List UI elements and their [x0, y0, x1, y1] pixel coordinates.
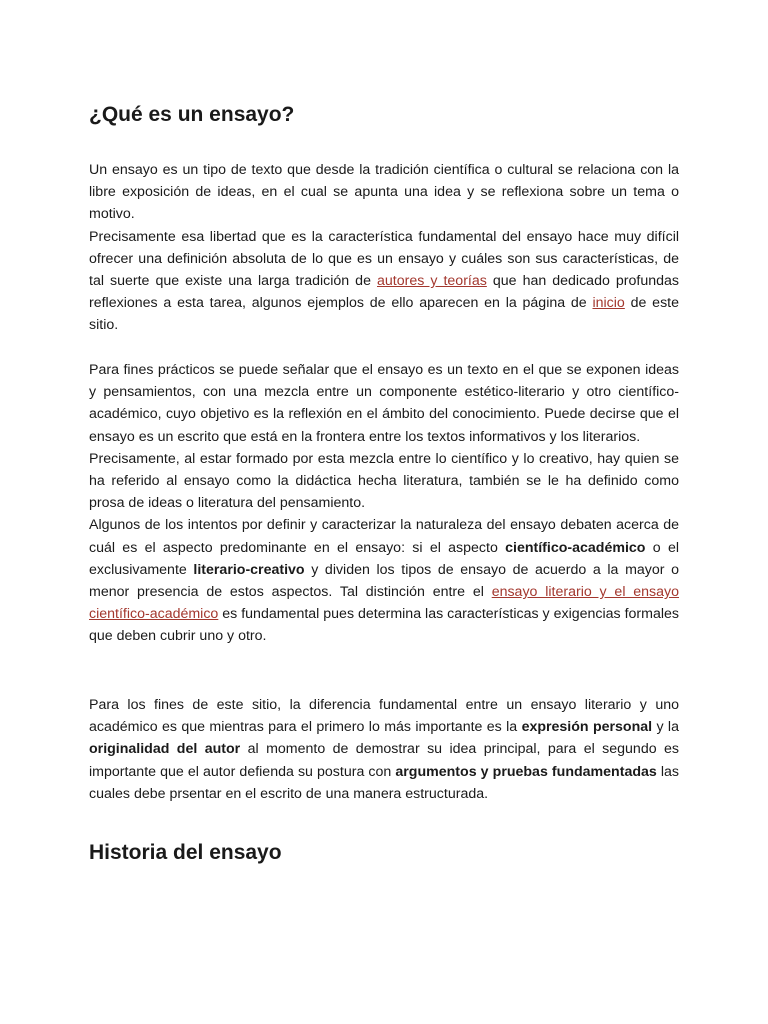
- paragraph-text: y dividen los tipos de ensayo de acuerdo a la mayor o menor presencia de estos aspectos. Tal distinción entre el: [89, 561, 679, 601]
- paragraph: [89, 448, 679, 515]
- page-title: ¿Qué es un ensayo?: [89, 103, 295, 126]
- paragraph-text: o el exclusivamente: [89, 539, 679, 578]
- paragraph-text: de este sitio.: [89, 295, 679, 334]
- bold-term: argumentos y pruebas fundamentadas: [395, 763, 657, 780]
- paragraph-text: Para fines prácticos se puede señalar que el ensayo es un texto en el que se exponen ideas y pensamientos, con una mezcla entre un componente estético-literario y otro científico-académico, cuyo objetivo es la reflexión en el ámbito del conocimiento. Puede decirse que el ensayo es un escrito que está en la frontera entre los textos informativos y los literarios.: [89, 362, 679, 445]
- paragraph-text: Para los fines de este sitio, la diferencia fundamental entre un ensayo literario y uno académico es que mientras para el primero lo más importante es la: [89, 697, 679, 736]
- intro-block: [89, 159, 679, 337]
- definition-block: [89, 359, 679, 648]
- section-heading-historia: Historia del ensayo: [89, 841, 282, 864]
- paragraph-text: Algunos de los intentos por definir y caracterizar la naturaleza del ensayo debaten acerca de cuál es el aspecto predominante en el ensayo: si el aspecto: [89, 517, 679, 556]
- paragraph: [89, 359, 679, 448]
- paragraph-text: las cuales debe prsentar en el escrito de una manera estructurada.: [89, 763, 680, 802]
- paragraph: [89, 694, 679, 805]
- bold-term: literario-creativo: [193, 561, 305, 578]
- paragraph: [89, 226, 679, 337]
- inicio-link[interactable]: inicio: [592, 295, 625, 312]
- paragraph-text: que han dedicado profundas reflexiones a esta tarea, algunos ejemplos de ello aparecen en la página de: [89, 273, 679, 312]
- ensayo-literario-link[interactable]: ensayo literario y el ensayo científico-académico: [89, 584, 680, 623]
- bold-term: originalidad del autor: [89, 741, 241, 758]
- paragraph-text: Un ensayo es un tipo de texto que desde la tradición científica o cultural se relaciona con la libre exposición de ideas, en el cual se apunta una idea y se reflexiona sobre un tema o motivo.: [89, 162, 679, 223]
- autores-teorias-link[interactable]: autores y teorías: [377, 273, 487, 290]
- difference-block: [89, 694, 679, 805]
- paragraph-text: y la: [652, 719, 679, 736]
- paragraph: [89, 514, 679, 647]
- paragraph-text: Precisamente, al estar formado por esta mezcla entre lo científico y lo creativo, hay quien se ha referido al ensayo como la didáctica hecha literatura, también se le ha definido como prosa de ideas o literatura del pensamiento.: [89, 450, 679, 512]
- bold-term: científico-académico: [505, 539, 646, 556]
- paragraph-text: es fundamental pues determina las características y exigencias formales que deben cubrir uno y otro.: [89, 606, 679, 645]
- paragraph: [89, 159, 679, 226]
- bold-term: expresión personal: [521, 719, 653, 736]
- paragraph-text: al momento de demostrar su idea principal, para el segundo es importante que el autor defienda su postura con: [89, 741, 679, 780]
- paragraph-text: Precisamente esa libertad que es la característica fundamental del ensayo hace muy difícil ofrecer una definición absoluta de lo que es un ensayo y cuáles son sus características, de tal suerte que existe una larga tradición de: [89, 228, 679, 290]
